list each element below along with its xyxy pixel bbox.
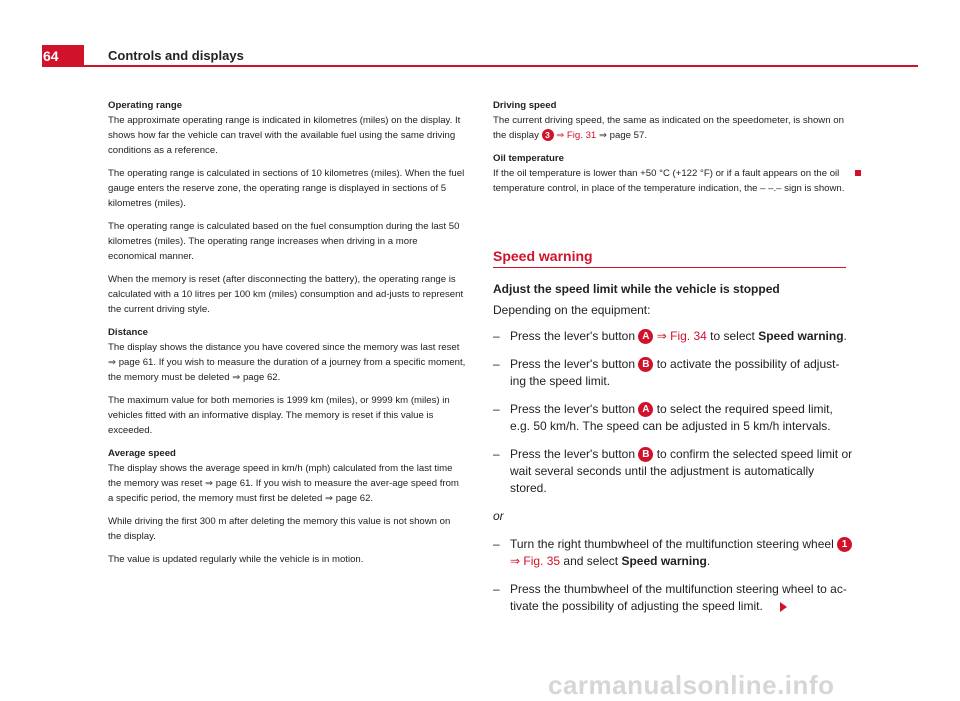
step-dash: –	[493, 357, 500, 371]
step-text: Press the lever's button	[510, 329, 636, 343]
speed-warning-steps-alt	[493, 536, 853, 615]
list-item	[493, 581, 853, 615]
list-item	[493, 356, 853, 390]
average-speed-p3: The value is updated regularly while the vehicle is in motion.	[108, 554, 364, 565]
step-text: to confirm the selected speed limit or wait several seconds until the adjustment is automatically stored.	[510, 447, 853, 495]
left-column	[108, 98, 466, 575]
step-text: Press the thumbwheel of the multifunction steering wheel to ac-tivate the possibility of adjusting the speed limit.	[510, 582, 847, 613]
step-text: to activate the possibility of adjust-ing the speed limit.	[510, 357, 840, 388]
operating-range-p2: The operating range is calculated in sections of 10 kilometres (miles). When the fuel gauge enters the reserve zone, the operating range is displayed in sections of 5 kilometres (miles).	[108, 168, 465, 209]
list-item	[493, 401, 853, 435]
page-header-title: Controls and displays	[108, 48, 244, 63]
page-reference-link[interactable]: ⇒ page 57.	[598, 130, 647, 141]
speed-warning-subheading: Adjust the speed limit while the vehicle is stopped	[493, 282, 780, 296]
list-item	[493, 446, 853, 497]
watermark: carmanualsonline.info	[548, 670, 835, 700]
step-text: Press the lever's button	[510, 447, 636, 461]
or-separator: or	[493, 509, 504, 523]
continue-arrow-icon	[780, 602, 787, 612]
figure-reference-link[interactable]: ⇒ Fig. 31	[556, 130, 597, 141]
distance-p2: The maximum value for both memories is 1999 km (miles), or 9999 km (miles) in vehicles fitted with an informative display. The memory is reset if this value is exceeded.	[108, 395, 450, 436]
average-speed-p1: The display shows the average speed in km/h (mph) calculated from the last time the memory was reset ⇒ page 61. If you wish to measure the aver-age speed from a specific period, the memory must first be deleted ⇒ page 62.	[108, 463, 459, 504]
step-text: Turn the right thumbwheel of the multifunction steering wheel	[510, 537, 834, 551]
speed-warning-title: Speed warning	[493, 248, 593, 264]
button-b-badge: B	[638, 357, 653, 372]
operating-range-p4: When the memory is reset (after disconnecting the battery), the operating range is calculated with a 10 litres per 100 km (miles) consumption and ad-justs to represent the current driving style.	[108, 274, 464, 315]
thumbwheel-badge: 1	[837, 537, 852, 552]
figure-reference-link[interactable]: ⇒ Fig. 34	[656, 329, 707, 343]
step-dash: –	[493, 447, 500, 461]
step-text: to select	[710, 329, 755, 343]
step-dash: –	[493, 537, 500, 551]
section-divider	[493, 267, 846, 268]
speed-warning-intro: Depending on the equipment:	[493, 303, 651, 317]
oil-temperature-p1	[493, 166, 853, 196]
step-text: and select	[563, 554, 619, 568]
distance-p1: The display shows the distance you have covered since the memory was last reset ⇒ page 61. If you wish to measure the duration of a journey from a specific moment, the memory must be deleted ⇒ page 62.	[108, 342, 466, 383]
page-number: 64	[42, 45, 84, 67]
step-dash: –	[493, 329, 500, 343]
step-text: Press the lever's button	[510, 357, 636, 371]
operating-range-heading: Operating range	[108, 100, 183, 111]
driving-speed-heading: Driving speed	[493, 100, 557, 111]
average-speed-heading: Average speed	[108, 448, 176, 459]
step-text: .	[706, 554, 711, 568]
figure-reference-link[interactable]: ⇒ Fig. 35	[510, 554, 561, 568]
oil-temperature-text: If the oil temperature is lower than +50 °C (+122 °F) or if a fault appears on the oil temperature control, in place of the temperature indication, the – –.– sign is shown.	[493, 168, 845, 194]
menu-term: Speed warning	[621, 554, 707, 568]
driving-speed-p1	[493, 113, 853, 143]
oil-temperature-heading: Oil temperature	[493, 153, 564, 164]
list-item	[493, 328, 853, 345]
button-b-badge: B	[638, 447, 653, 462]
average-speed-p2: While driving the first 300 m after deleting the memory this value is not shown on the display.	[108, 516, 451, 542]
speed-warning-body	[493, 281, 853, 626]
step-dash: –	[493, 402, 500, 416]
display-item-badge: 3	[542, 129, 554, 141]
operating-range-p1: The approximate operating range is indicated in kilometres (miles) on the display. It shows how far the vehicle can travel with the available fuel using the same driving conditions as a reference.	[108, 115, 461, 156]
distance-heading: Distance	[108, 327, 148, 338]
right-column	[493, 98, 853, 204]
operating-range-p3: The operating range is calculated based on the fuel consumption during the last 50 kilometres (miles). The operating range increases when driving in a more economical manner.	[108, 221, 460, 262]
menu-term: Speed warning	[758, 329, 844, 343]
section-end-marker-icon	[855, 170, 861, 176]
button-a-badge: A	[638, 402, 653, 417]
speed-warning-steps	[493, 328, 853, 497]
step-text: to select the required speed limit, e.g. 50 km/h. The speed can be adjusted in 5 km/h intervals.	[510, 402, 833, 433]
button-a-badge: A	[638, 329, 653, 344]
driving-speed-text-a: The current driving speed, the same as indicated on the speedometer, is shown on the display	[493, 115, 844, 141]
list-item	[493, 536, 853, 570]
header-divider	[84, 65, 918, 67]
step-text: Press the lever's button	[510, 402, 636, 416]
step-text: .	[843, 329, 847, 343]
step-dash: –	[493, 582, 500, 596]
